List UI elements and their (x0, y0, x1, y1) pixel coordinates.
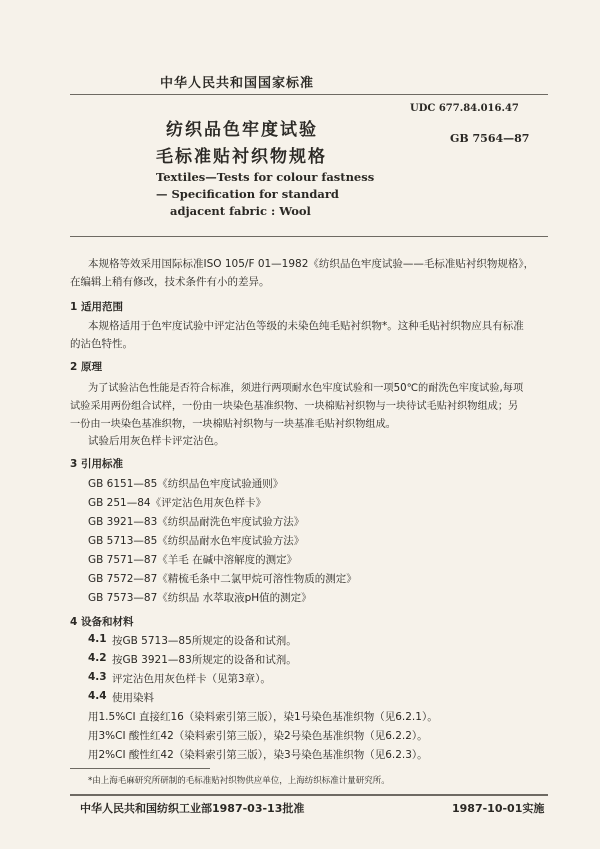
item-text: 按GB 5713—85所规定的设备和试剂。 (112, 635, 297, 647)
item-text: 评定沾色用灰色样卡（见第3章）。 (112, 673, 271, 685)
approval-note: 中华人民共和国纺织工业部1987-03-13批准 (80, 802, 305, 815)
reference-item: GB 251—84《评定沾色用灰色样卡》 (88, 497, 267, 509)
reference-item: GB 7571—87《羊毛 在碱中溶解度的测定》 (88, 554, 298, 566)
intro-line1: 本规格等效采用国际标准ISO 105/F 01—1982《纺织品色牢度试验——毛标准贴衬织物规格》， (88, 258, 535, 270)
reference-item: GB 6151—85《纺织品色牢度试验通则》 (88, 478, 284, 490)
section-1-line1: 本规格适用于色牢度试验中评定沾色等级的未染色纯毛贴衬织物*。这种毛贴衬织物应具有标准 (88, 320, 524, 332)
section-1-line2: 的沾色特性。 (70, 338, 133, 350)
dye-line: 用3%CI 酸性红42（染料索引第三版），染2号染色基准织物（见6.2.2）。 (88, 730, 428, 742)
section-1-heading: 1 适用范围 (70, 301, 123, 313)
section-3-heading: 3 引用标准 (70, 458, 123, 470)
title-en-line1: Textiles—Tests for colour fastness (156, 170, 375, 184)
standard-title: 中华人民共和国国家标准 (160, 76, 315, 91)
section-2-heading: 2 原理 (70, 361, 102, 373)
reference-item: GB 7573—87《纺织品 水萃取液pH值的测定》 (88, 592, 312, 604)
footnote-rule (70, 768, 210, 769)
section-2-line2: 试验采用两份组合试样，一份由一块染色基准织物、一块棉贴衬织物与一块待试毛贴衬织物组成；另 (70, 401, 519, 412)
item-text: 使用染料 (112, 692, 154, 704)
udc-code: UDC 677.84.016.47 (410, 103, 519, 114)
section-4-heading: 4 设备和材料 (70, 616, 134, 628)
item-number: 4.3 (88, 671, 107, 683)
title-en-line3: adjacent fabric : Wool (170, 204, 311, 218)
item-number: 4.1 (88, 633, 107, 645)
title-zh-line2: 毛标准贴衬织物规格 (156, 147, 327, 167)
item-number: 4.2 (88, 652, 107, 664)
header-rule (70, 94, 548, 95)
item-number: 4.4 (88, 690, 107, 702)
gb-number: GB 7564—87 (450, 132, 530, 145)
section-2-line1: 为了试验沾色性能是否符合标准，须进行两项耐水色牢度试验和一项50℃的耐洗色牢度试验,每项 (88, 383, 524, 394)
title-en-line2: — Specification for standard (156, 187, 339, 201)
reference-item: GB 5713—85《纺织品耐水色牢度试验方法》 (88, 535, 305, 547)
section-2-line4: 试验后用灰色样卡评定沾色。 (88, 435, 225, 447)
effective-date: 1987-10-01实施 (452, 802, 545, 815)
footer-rule (70, 794, 548, 796)
footnote: *由上海毛麻研究所研制的毛标准贴衬织物供应单位，上海纺织标准计量研究所。 (88, 776, 390, 786)
item-text: 按GB 3921—83所规定的设备和试剂。 (112, 654, 297, 666)
section-2-line3: 一份由一块染色基准织物，一块棉贴衬织物与一块基准毛贴衬织物组成。 (70, 419, 396, 430)
reference-item: GB 7572—87《精梳毛条中二氯甲烷可溶性物质的测定》 (88, 573, 357, 585)
reference-item: GB 3921—83《纺织品耐洗色牢度试验方法》 (88, 516, 305, 528)
dye-line: 用2%CI 酸性红42（染料索引第三版），染3号染色基准织物（见6.2.3）。 (88, 749, 428, 761)
title-rule (70, 236, 548, 237)
title-zh-line1: 纺织品色牢度试验 (166, 120, 318, 140)
dye-line: 用1.5%CI 直接红16（染料索引第三版），染1号染色基准织物（见6.2.1）。 (88, 711, 438, 723)
intro-line2: 在编辑上稍有修改，技术条件有小的差异。 (70, 276, 270, 288)
